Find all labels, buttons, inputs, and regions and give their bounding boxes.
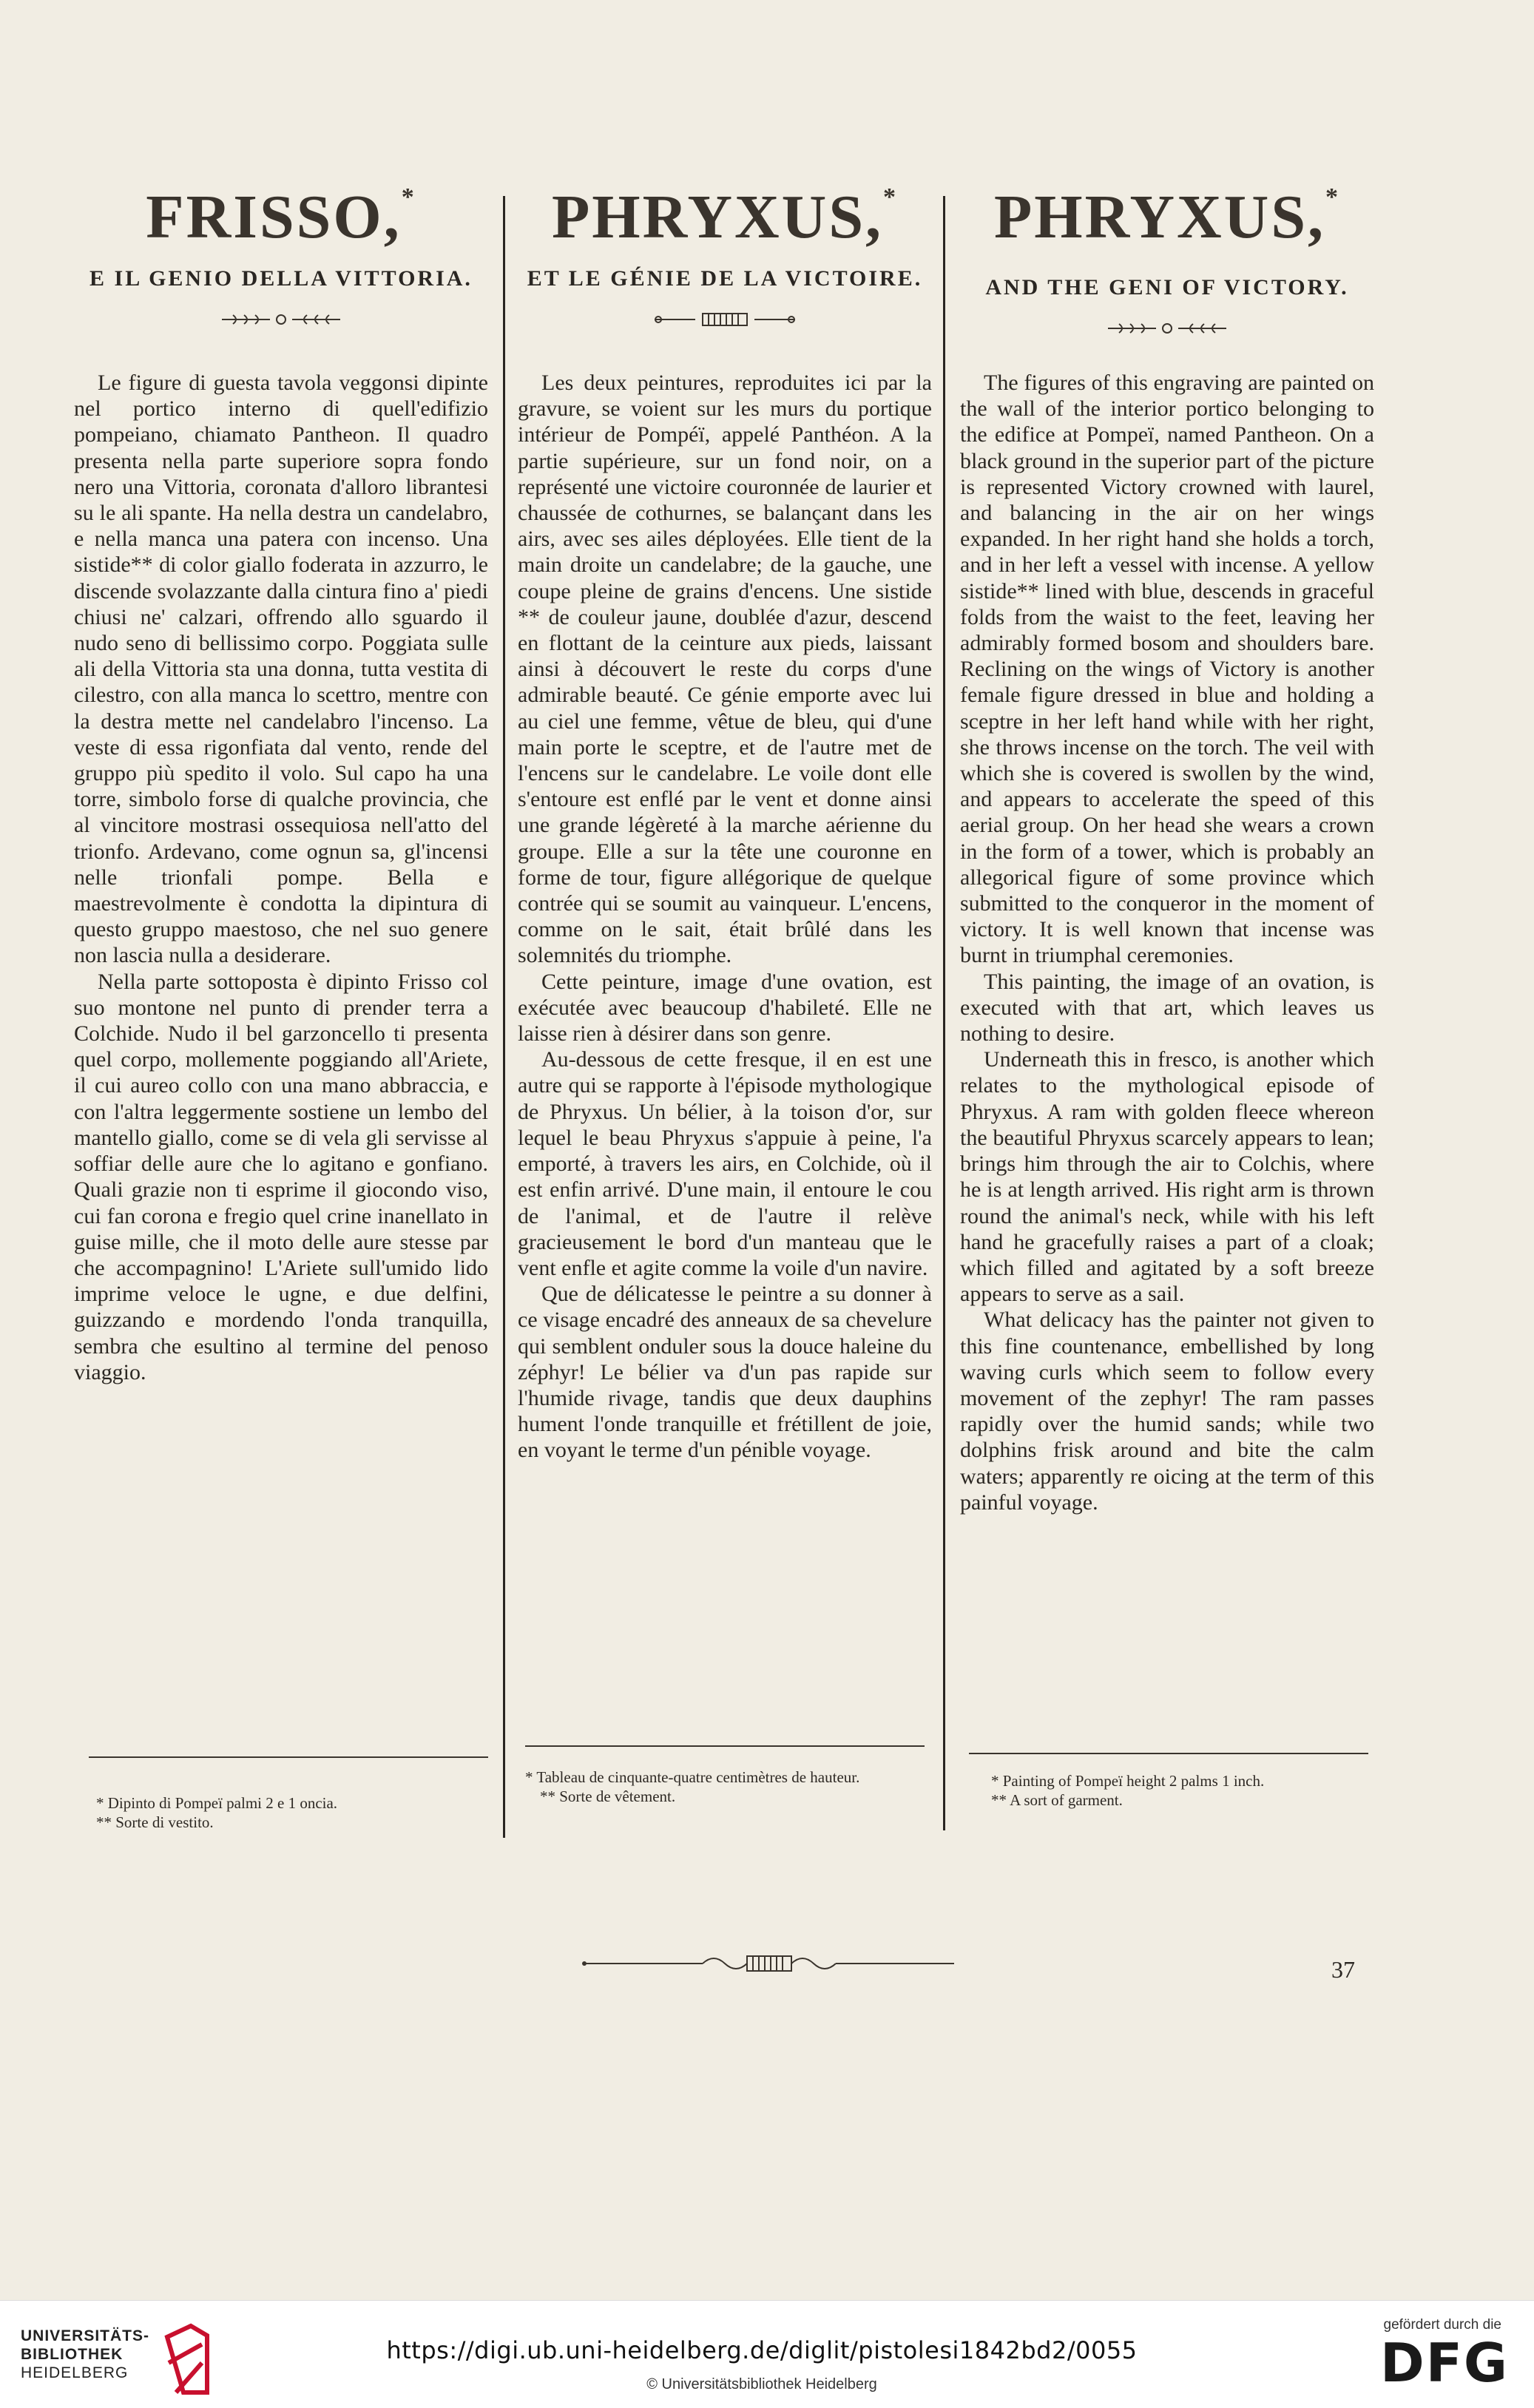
footnote-rule: [89, 1756, 488, 1758]
footnote-rule: [525, 1745, 925, 1747]
library-name: UNIVERSITÄTS-: [21, 2327, 150, 2344]
column-italian: [74, 185, 488, 1385]
paragraph: Cette peinture, image d'une ovation, est exécutée avec beaucoup d'habileté. Elle ne laisse rien à désirer dans son genre.: [518, 969, 932, 1046]
paragraph: Underneath this in fresco, is another which relates to the mythological episode of Phryxus. A ram with golden fleece whereon the beautiful Phryxus scarcely appears to lean; brings him through the air to Colchis, where he is at length arrived. His right arm is thrown round the animal's neck, while with his left hand he gracefully raises a part of a cloak; which filled and agitated by a soft breeze appears to serve as a sail.: [960, 1047, 1374, 1307]
paragraph: What delicacy has the painter not given to this fine countenance, embellished by long waving curls which seem to follow every movement of the zephyr! The ram passes rapidly over the humid sands; while two dolphins frisk around and bite the calm waters; apparently re oicing at the term of this painful voyage.: [960, 1308, 1374, 1515]
ornament-divider: [518, 311, 932, 328]
paragraph: Que de délicatesse le peintre a su donner à ce visage encadré des anneaux de sa chevelure qui semblent onduler sous la douce haleine du zéphyr! Le bélier va d'un pas rapide sur l'humide rivage, tandis que deux dauphins hument l'onde tranquille et frétillent de joie, en voyant le terme d'un pénible voyage.: [518, 1282, 932, 1463]
footnotes-english: [991, 1771, 1264, 1810]
funder-wordmark: DFG: [1379, 2332, 1509, 2394]
column-subtitle: ET LE GÉNIE DE LA VICTOIRE.: [527, 266, 923, 291]
footnote: ** Sorte de vêtement.: [540, 1788, 676, 1805]
column-body: [518, 370, 932, 1464]
column-divider: [943, 196, 945, 1830]
column-body: [960, 370, 1374, 1515]
page-number: 37: [1331, 1956, 1355, 1983]
footnote: * Dipinto di Pompeï palmi 2 e 1 oncia.: [96, 1794, 338, 1812]
footnotes-french: [525, 1768, 939, 1806]
library-name: HEIDELBERG: [21, 2364, 129, 2381]
ornament-divider: [74, 311, 488, 328]
column-title: PHRYXUS,*: [993, 183, 1341, 251]
paragraph: This painting, the image of an ovation, is executed with that art, which leaves us nothing to desire.: [960, 969, 1374, 1046]
paragraph: The figures of this engraving are painted on the wall of the interior portico belonging to the edifice at Pompeï, named Pantheon. On a black ground in the superior part of the picture is represented Victory crowned with laurel, and balancing in the air on her wings expanded. In her right hand she holds a torch, and in her left a vessel with incense. A yellow sistide** lined with blue, descends in graceful folds from the waist to the feet, leaving her admirably formed bosom and shoulders bare. Reclining on the wings of Victory is another female figure dressed in blue and holding a sceptre in her left hand while with her right, she throws incense on the torch. The veil with which she is covered is swollen by the wind, and appears to accelerate the speed of this aerial group. On her head she wears a crown in the form of a tower, which is probably an allegorical figure of some province which submitted to the conqueror in the moment of victory. It is well known that incense was burnt in triumphal ceremonies.: [960, 371, 1374, 968]
column-title: PHRYXUS,*: [551, 183, 899, 251]
column-divider: [503, 196, 505, 1838]
column-title: FRISSO,*: [146, 183, 416, 251]
library-logo-icon: [161, 2322, 213, 2396]
library-name: BIBLIOTHEK: [21, 2346, 124, 2363]
permalink[interactable]: https://digi.ub.uni-heidelberg.de/diglit/pistolesi1842bd2/0055: [386, 2336, 1138, 2364]
footnote: ** Sorte di vestito.: [96, 1813, 214, 1831]
viewer-footer: [0, 2300, 1534, 2408]
copyright-notice: © Universitätsbibliothek Heidelberg: [646, 2376, 877, 2392]
funding-label: gefördert durch die: [1383, 2317, 1501, 2333]
tailpiece-ornament: [577, 1949, 962, 1978]
paragraph: Au-dessous de cette fresque, il en est une autre qui se rapporte à l'épisode mythologique de Phryxus. Un bélier, à la toison d'or, sur lequel le beau Phryxus s'appuie à peine, l'a emporté, à travers les airs, en Colchide, où il est enfin arrivé. D'une main, il entoure le cou de l'animal, et de l'autre il relève gracieusement le bord d'un manteau que le vent enfle et agite comme la voile d'un navire.: [518, 1047, 932, 1280]
column-subtitle: E IL GENIO DELLA VITTORIA.: [89, 266, 473, 291]
paragraph: Le figure di guesta tavola veggonsi dipinte nel portico interno di quell'edifizio pompeiano, chiamato Pantheon. Il quadro presenta nella parte superiore sopra fondo nero una Vittoria, coronata d'alloro librantesi su le ali spante. Ha nella destra un candelabro, e nella manca una patera con incenso. Una sistide** di color giallo foderata in azzurro, le discende svolazzante dalla cintura fino a' piedi chiusi ne' calzari, offrendo allo sguardo il nudo seno di bellissimo corpo. Poggiata sulle ali della Vittoria sta una donna, tutta vestita di cilestro, con alla manca lo scettro, mentre con la destra mette nel candelabro l'incenso. La veste di essa rigonfiata dal vento, rende del gruppo più spedito il volo. Sul capo ha una torre, simbolo forse di qualche provincia, che al vincitore mostrasi ossequiosa nell'atto del trionfo. Ardevano, come ognun sa, gl'incensi nelle trionfali pompe. Bella e maestrevolmente è condotta la dipintura di questo gruppo maestoso, che nel suo genere non lascia nulla a desiderare.: [74, 371, 488, 968]
footnote: * Painting of Pompeï height 2 palms 1 inch.: [991, 1772, 1265, 1790]
footnotes-italian: [96, 1793, 337, 1832]
footnote: ** A sort of garment.: [991, 1791, 1123, 1809]
dfg-logo[interactable]: [1361, 2317, 1516, 2398]
column-subtitle: AND THE GENI OF VICTORY.: [985, 275, 1349, 300]
paragraph: Nella parte sottoposta è dipinto Frisso col suo montone nel punto di prender terra a Colchide. Nudo il bel garzoncello ti presenta quel corpo, mollemente poggiando all'Ariete, il cui aureo collo con una mano abbraccia, e con l'altra leggermente sostiene un lembo del mantello giallo, come se di vela gli servisse al soffiar delle aure che lo agitano e gonfiano. Quali grazie non ti esprime il giocondo viso, cui fan corona e fregio quel crine inanellato in guise mille, che il moto delle aure stesse par che accompagnino! L'Ariete sull'umido lido imprime veloce le ugne, e due delfini, guizzando e mordendo l'onda tranquilla, sembra che esultino al termine del penoso viaggio.: [74, 969, 488, 1384]
column-english: [960, 185, 1374, 1515]
paragraph: Les deux peintures, reproduites ici par la gravure, se voient sur les murs du portique intérieur de Pompéï, appelé Panthéon. A la partie supérieure, sur un fond noir, on a représenté une victoire couronnée de laurier et chaussée de cothurnes, se balançant dans les airs, avec ses ailes déployées. Elle tient de la main droite un candelabre; de la gauche, une coupe pleine de grains d'encens. Une sistide ** de couleur jaune, doublée d'azur, descend en flottant de la ceinture aux pieds, laissant ainsi à découvert le reste du corps d'une admirable beauté. Ce génie emporte avec lui au ciel une femme, vêtue de bleu, qui d'une main porte le sceptre, et de l'autre met de l'encens sur le candelabre. Le voile dont elle s'entoure est enflé par le vent et donne ainsi une grande légèreté à la marche aérienne du groupe. Elle a sur la tête une couronne en forme de tour, figure allégorique de quelque contrée qui se soumit au vainqueur. L'encens, comme on le sait, était brûlé dans les solemnités du triomphe.: [518, 371, 932, 968]
column-french: [518, 185, 932, 1464]
column-body: [74, 370, 488, 1385]
footnote: * Tableau de cinquante-quatre centimètres de hauteur.: [525, 1768, 860, 1786]
university-library-logo[interactable]: [21, 2327, 220, 2393]
footnote-rule: [969, 1753, 1368, 1754]
ornament-divider: [960, 319, 1374, 337]
